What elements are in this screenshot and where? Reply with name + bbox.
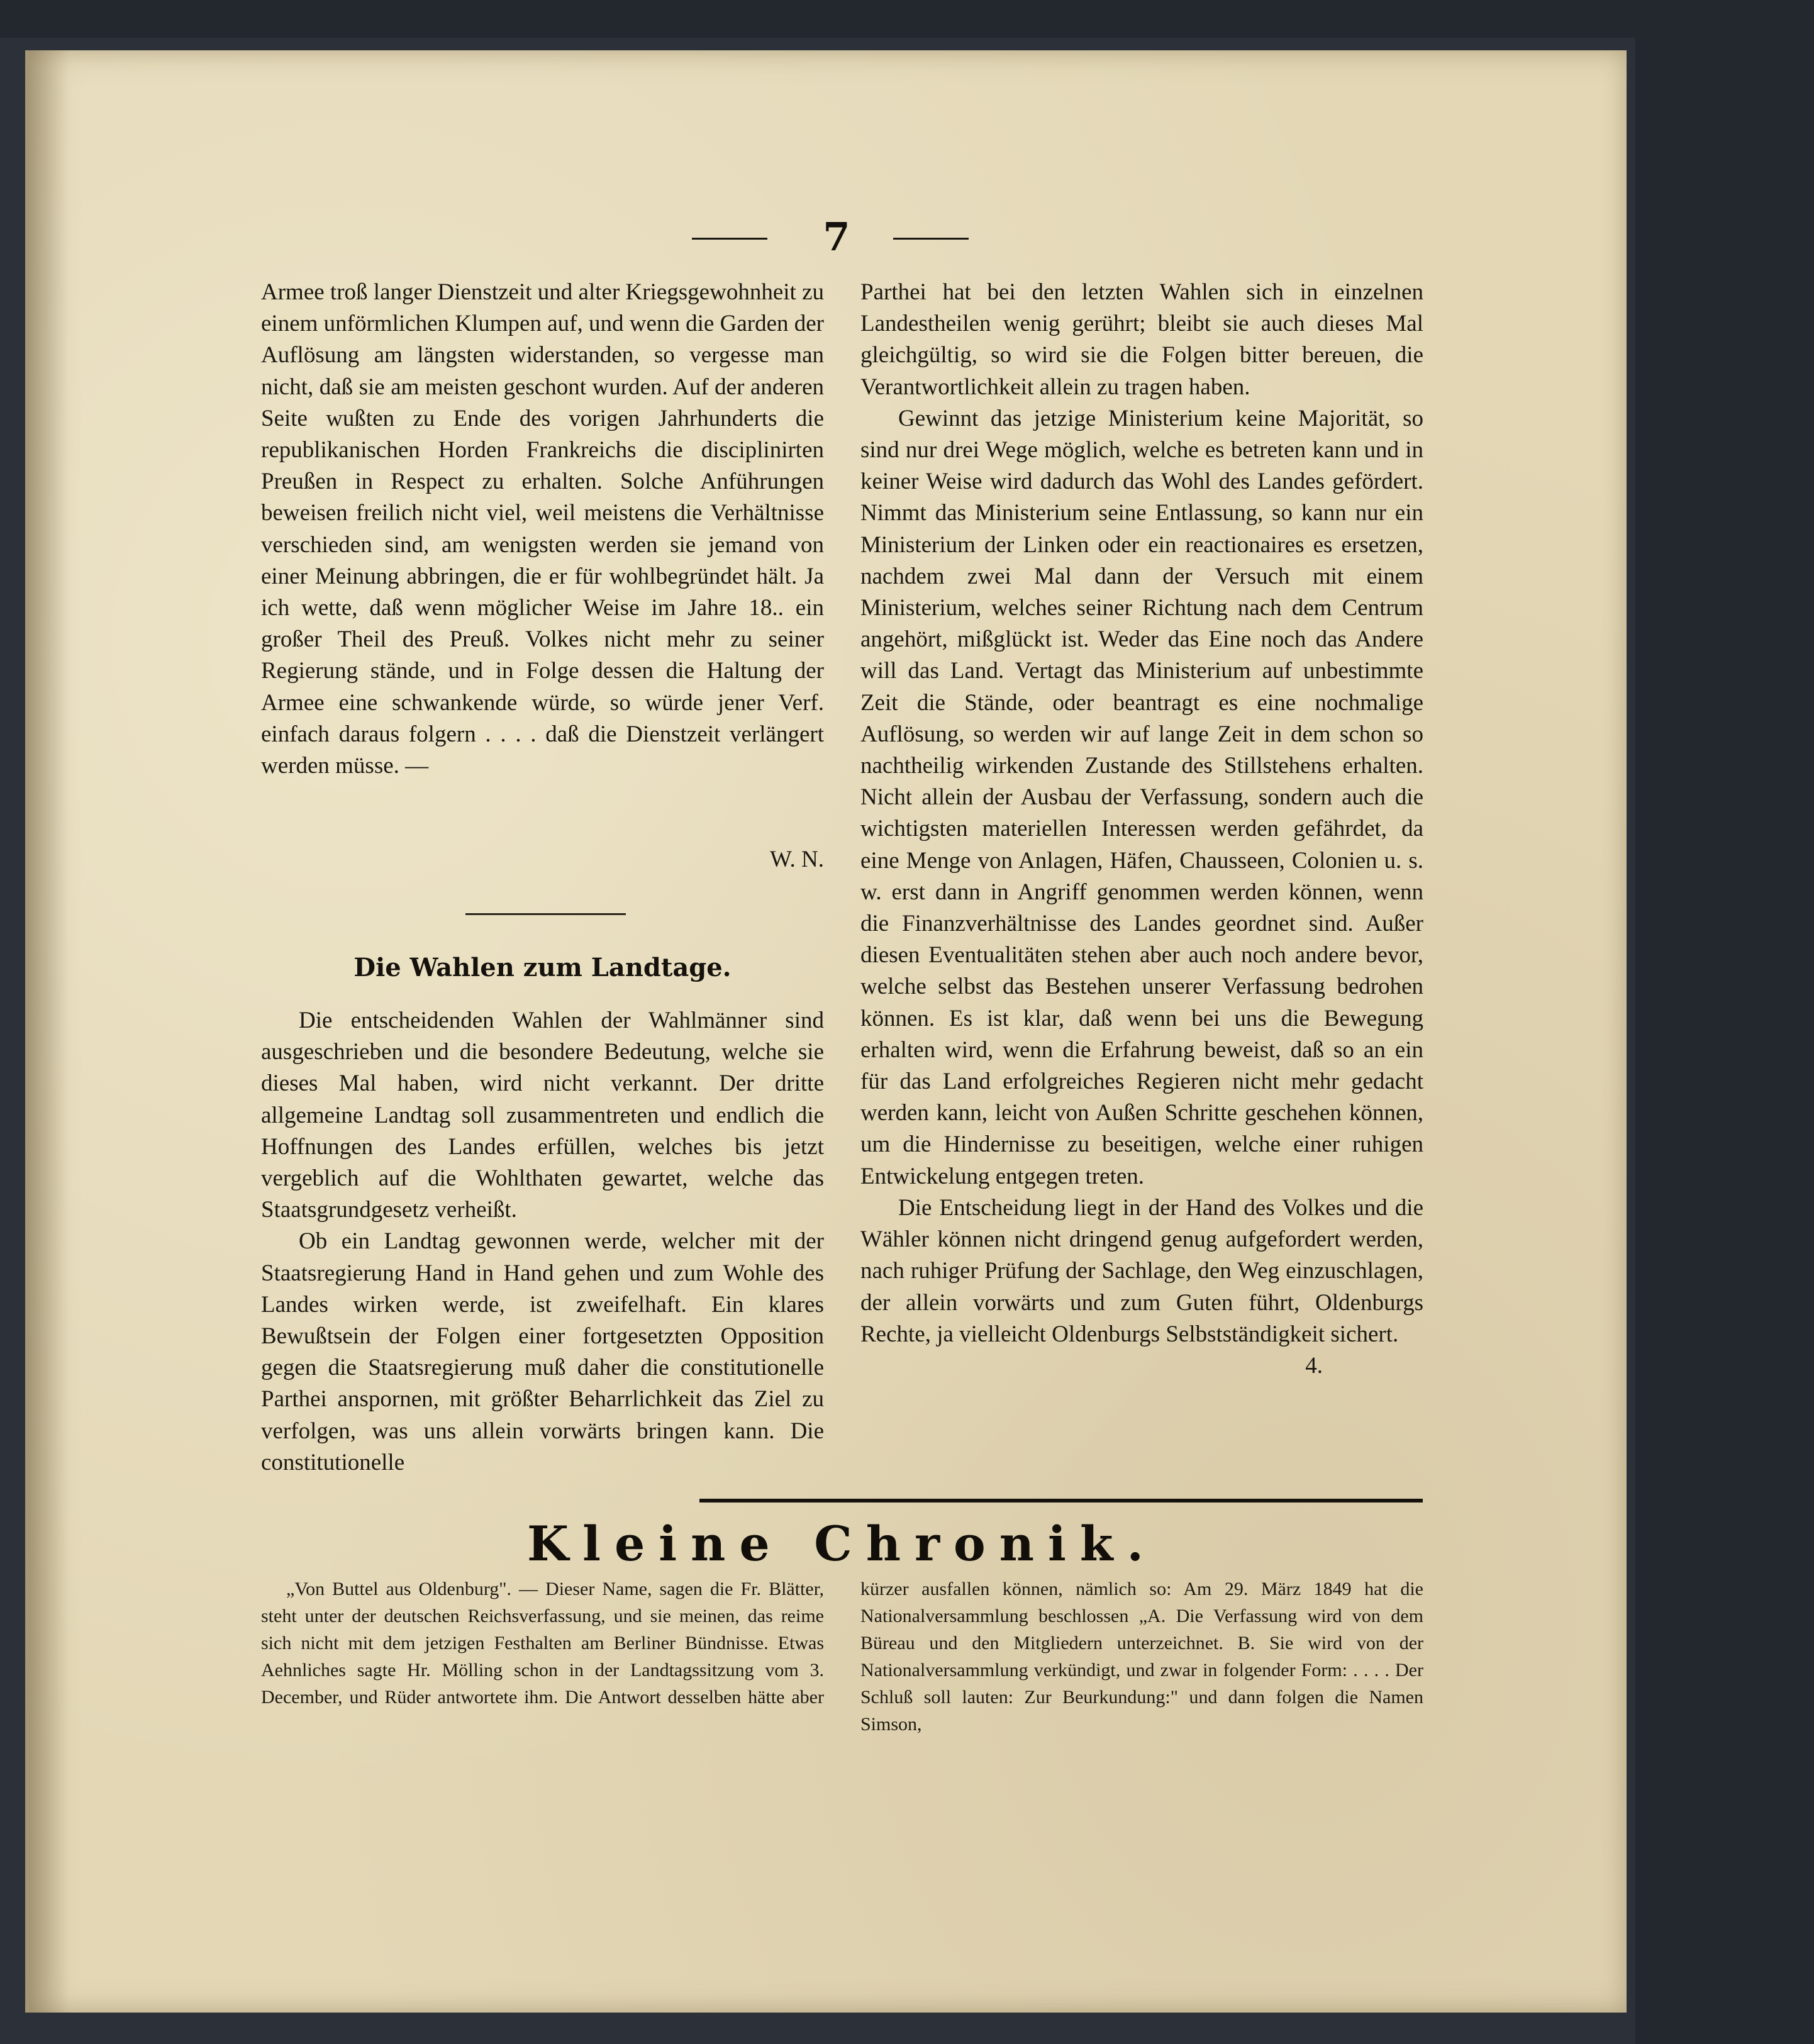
- right-signature: 4.: [1305, 1352, 1323, 1379]
- page-gutter-shadow: [25, 50, 69, 2013]
- header-rule-left: [692, 238, 767, 240]
- section-title: Die Wahlen zum Landtage.: [353, 953, 732, 982]
- left-signature: W. N.: [770, 847, 824, 872]
- chronik-left-column: [261, 1575, 824, 1711]
- chronik-title: Kleine Chronik.: [527, 1516, 1157, 1572]
- chronik-left-text: „Von Buttel aus Oldenburg". — Dieser Name, sagen die Fr. Blätter, steht unter der deutschen Reichsverfassung, und sie meinen, das reime sich nicht mit dem jetzigen Festhalten am Berliner Bündnisse. Etwas Aehnliches sagte Hr. Mölling schon in der Landtagssitzung vom 3. December, und Rüder antwortete ihm. Die Antwort desselben hätte aber: [261, 1579, 824, 1708]
- page-number: 7: [823, 214, 850, 260]
- right-paragraph-3-text: Die Entscheidung liegt in der Hand des Volkes und die Wähler können nicht dringend genug aufgefordert werden, nach ruhiger Prüfung der Sachlage, den Weg einzuschlagen, der allein vorwärts und zum Guten führt, Oldenburgs Rechte, ja vielleicht Oldenburgs Selbstständigkeit sichert.: [860, 1194, 1423, 1347]
- chronik-right-column: [860, 1575, 1423, 1738]
- left-column-text: [261, 277, 824, 782]
- section-paragraph-1: Die entscheidenden Wahlen der Wahlmänner sind ausgeschrieben und die besondere Bedeutung, welche sie dieses Mal haben, wird nicht verkannt. Der dritte allgemeine Landtag soll zusammentreten und endlich die Hoffnungen des Landes erfüllen, welches bis jetzt vergeblich auf die Wohlthaten gewartet, welche das Staatsgrundgesetz verheißt.: [261, 1008, 824, 1223]
- right-paragraph-3: [860, 1192, 1423, 1379]
- section-paragraph-2: Ob ein Landtag gewonnen werde, welcher mit der Staatsregierung Hand in Hand gehen und zum Wohle des Landes wirken werde, ist zweifelhaft. Ein klares Bewußtsein der Folgen einer fortgesetzten Opposition gegen die Staatsregierung muß daher die constitutionelle Parthei anspornen, mit größter Beharrlichkeit das Ziel zu verfolgen, was uns allein vorwärts bringen kann. Die constitutionelle: [261, 1228, 824, 1475]
- right-paragraph-1: Parthei hat bei den letzten Wahlen sich in einzelnen Landestheilen wenig gerührt; bleibt sie auch dieses Mal gleichgültig, so wird sie die Folgen bitter bereuen, die Verantwortlichkeit allein zu tragen haben.: [860, 279, 1423, 400]
- page-header: [692, 214, 981, 264]
- right-paragraph-2: Gewinnt das jetzige Ministerium keine Majorität, so sind nur drei Wege möglich, welche es betreten kann und in keiner Weise wird dadurch das Wohl des Landes gefördert. Nimmt das Ministerium seine Entlassung, so kann nur ein Ministerium der Linken oder ein reactionaires es ersetzen, nachdem zwei Mal dann der Versuch mit einem Ministerium, welches seiner Richtung nach dem Centrum angehört, mißglückt ist. Weder das Eine noch das Andere will das Land. Vertagt das Ministerium auf unbestimmte Zeit die Stände, oder beantragt es eine nochmalige Auflösung, so werden wir auf lange Zeit in dem schon so nachtheilig wirkenden Zustande des Stillstehens erhalten. Nicht allein der Ausbau der Verfassung, sondern auch die wichtigsten materiellen Interessen werden gefährdet, da eine Menge von Anlagen, Häfen, Chausseen, Colonien u. s. w. erst dann in Angriff genommen werden können, wenn die Finanzverhältnisse des Landes geordnet sind. Außer diesen Eventualitäten stehen aber auch noch andere bevor, welche selbst das Bestehen unserer Verfassung bedrohen können. Es ist klar, daß wenn bei uns die Bewegung erhalten wird, wenn die Erfahrung beweist, daß so an ein für das Land erfolgreiches Regieren nicht mehr gedacht werden kann, leicht von Außen Schritte geschehen können, um die Hindernisse zu beseitigen, welche einer ruhigen Entwickelung entgegen treten.: [860, 405, 1423, 1189]
- chronik-right-text: kürzer ausfallen können, nämlich so: Am 29. März 1849 hat die Nationalversammlung beschlossen „A. Die Verfassung wird von dem Büreau und den Mitgliedern unterzeichnet. B. Sie wird von der Nationalversammlung verkündigt, und zwar in folgender Form: . . . . Der Schluß soll lauten: Zur Beurkundung:" und dann folgen die Namen Simson,: [860, 1579, 1423, 1735]
- left-paragraph-1: Armee troß langer Dienstzeit und alter Kriegsgewohnheit zu einem unförmlichen Klumpen auf, und wenn die Garden der Auflösung am längsten widerstanden, so vergesse man nicht, daß sie am meisten geschont wurden. Auf der anderen Seite wußten zu Ende des vorigen Jahrhunderts die republikanischen Horden Frankreichs die disciplinirten Preußen in Respect zu erhalten. Solche Anführungen beweisen freilich nicht viel, weil meistens die Verhältnisse verschieden sind, am wenigsten werden sie jemand von einer Meinung abbringen, die er für wohlbegründet hält. Ja ich wette, daß wenn möglicher Weise im Jahre 18.. ein großer Theil des Preuß. Volkes nicht mehr zu seiner Regierung stände, und in Folge dessen die Haltung der Armee eine schwankende würde, so würde jener Verf. einfach daraus folgern . . . . daß die Dienstzeit verlängert werden müsse. —: [261, 279, 824, 779]
- chronik-separator: [699, 1499, 1423, 1502]
- section-separator: [465, 913, 626, 915]
- section-text: [261, 1005, 824, 1479]
- header-rule-right: [893, 238, 969, 240]
- right-column-text: [860, 277, 1423, 1382]
